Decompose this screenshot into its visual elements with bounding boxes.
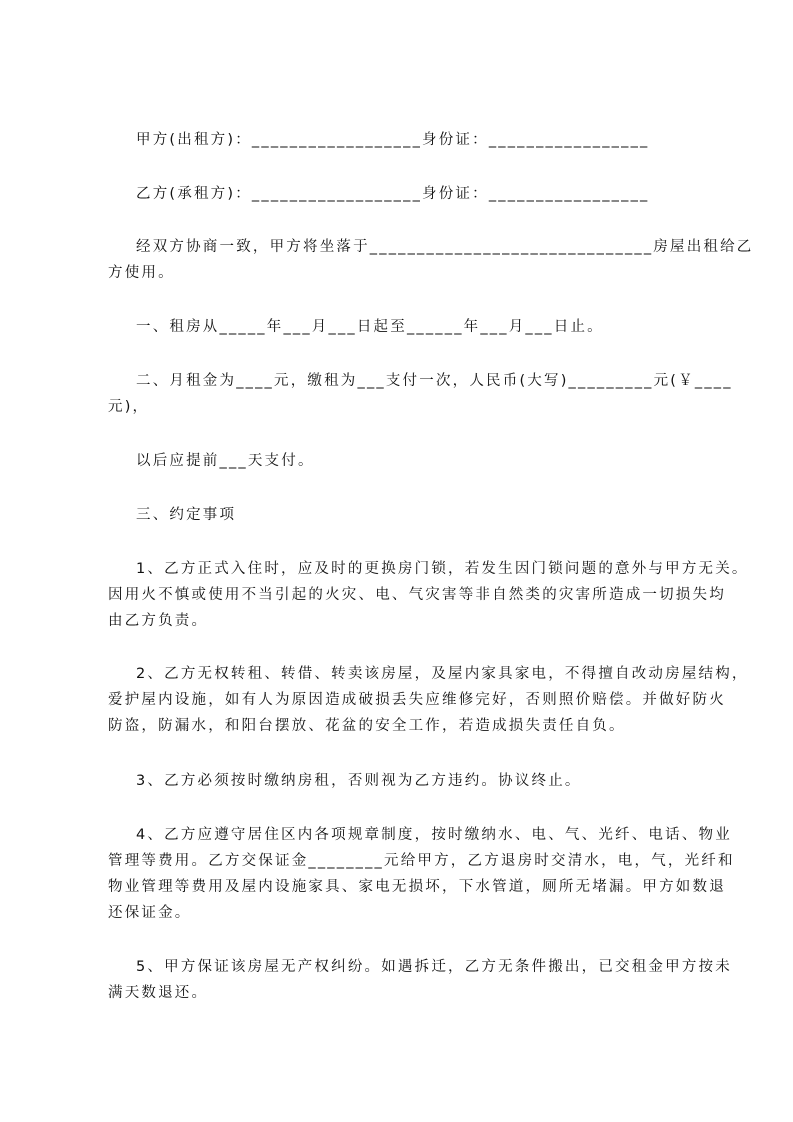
text-line: 因用火不慎或使用不当引起的火灾、电、气灾害等非自然类的灾害所造成一切损失均 [108,587,726,603]
text-line: 4、乙方应遵守居住区内各项规章制度，按时缴纳水、电、气、光纤、电话、物业 [136,827,732,843]
text-line: 爱护屋内设施，如有人为原因造成破损丢失应维修完好，否则照价赔偿。并做好防火 [108,692,726,708]
item-2 [108,661,749,739]
item-3 [108,768,708,794]
text-line: 物业管理等费用及屋内设施家具、家电无损坏，下水管道，厕所无堵漏。甲方如数退 [108,879,726,895]
party-b-line [108,181,708,207]
text-line: 以后应提前___天支付。 [136,453,315,469]
item-1 [108,556,749,634]
text-line: 一、租房从_____年___月___日起至______年___月___日止。 [136,319,604,335]
text-line: 2、乙方无权转租、转借、转卖该房屋，及屋内家具家电，不得擅自改动房屋结构， [136,666,749,682]
text-line: 1、乙方正式入住时，应及时的更换房门锁，若发生因门锁问题的意外与甲方无关。 [136,561,749,577]
text-line: 管理等费用。乙方交保证金________元给甲方，乙方退房时交清水，电，气，光纤和 [108,853,735,869]
text-line: 二、月租金为____元，缴租为___支付一次，人民币(大写)_________元(￥____ [136,373,733,389]
party-a-line [108,127,708,153]
text-line: 3、乙方必须按时缴纳房租，否则视为乙方违约。协议终止。 [136,773,582,789]
agreement-paragraph [108,234,754,286]
text-line: 5、甲方保证该房屋无产权纠纷。如遇拆迁，乙方无条件搬出，已交租金甲方按未 [136,959,732,975]
text-line: 经双方协商一致，甲方将坐落于______________________________房屋出租给乙 [136,239,754,255]
text-line: 方使用。 [108,265,175,281]
text-line: 满天数退还。 [108,985,209,1001]
text-line: 防盗，防漏水，和阳台摆放、花盆的安全工作，若造成损失责任自负。 [108,718,626,734]
clause-2-rent [108,368,733,420]
text-line: 甲方(出租方)：__________________身份证：_________________ [136,132,650,148]
text-line: 乙方(承租方)：__________________身份证：_________________ [136,186,650,202]
text-line: 由乙方负责。 [108,613,209,629]
item-4 [108,822,735,926]
text-line: 还保证金。 [108,905,192,921]
clause-1-term [108,314,708,340]
text-line: 三、约定事项 [136,507,237,523]
payment-advance [108,448,708,474]
text-line: 元)， [108,399,150,415]
clause-3-heading [108,502,708,528]
item-5 [108,954,732,1006]
